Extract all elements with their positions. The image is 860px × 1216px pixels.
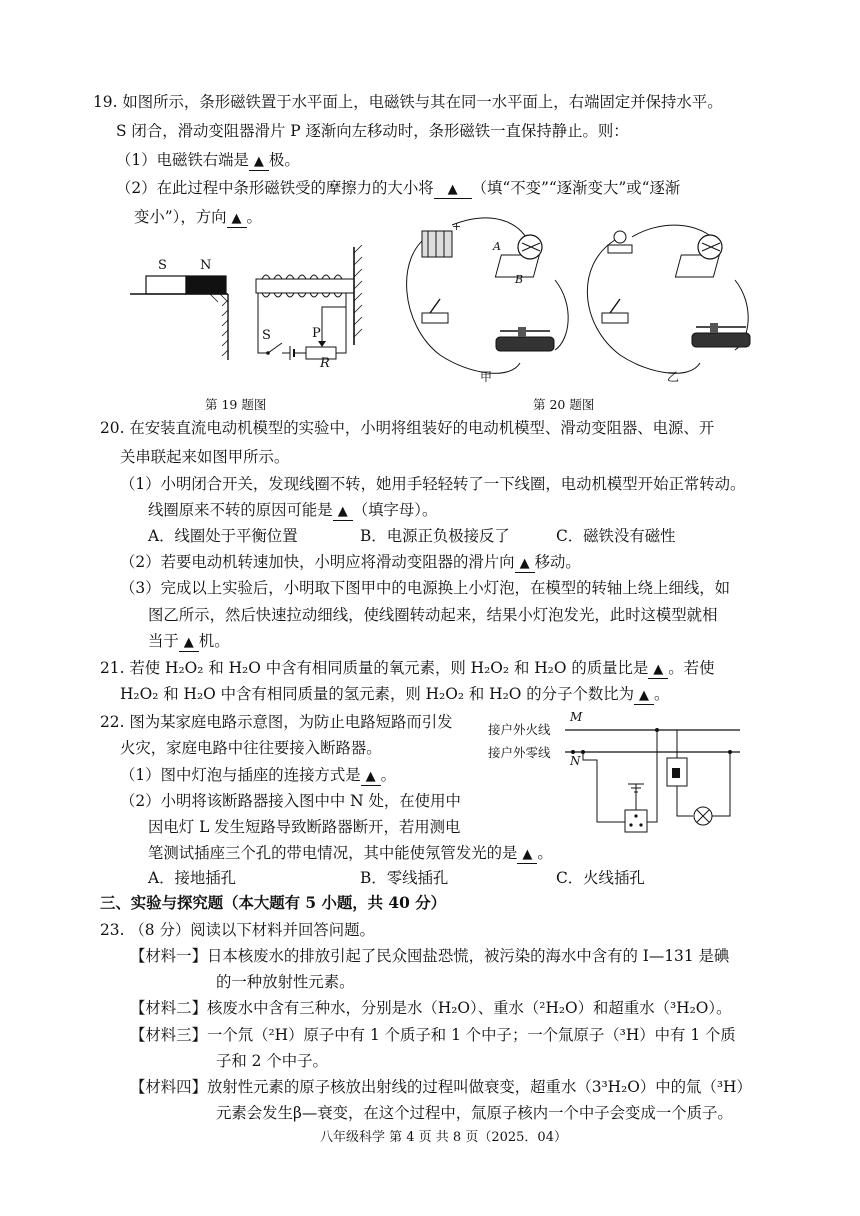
- q20-part3: （3）完成以上实验后，小明取下图甲中的电源换上小灯泡，在模型的转轴上绕上细线，如: [120, 579, 731, 597]
- answer-blank[interactable]: ▲: [179, 635, 199, 652]
- q21-line2: H₂O₂ 和 H₂O 中含有相同质量的氢元素，则 H₂O₂ 和 H₂O 的分子个数比为 ▲ 。: [120, 685, 670, 703]
- q20-option-a: A．线圈处于平衡位置: [148, 527, 298, 545]
- fig19-label-switch: S: [262, 328, 271, 343]
- fig19-label-p: P: [312, 326, 321, 341]
- q20-part2: （2）若要电动机转速加快，小明应将滑动变阻器的滑片向 ▲ 移动。: [120, 553, 581, 571]
- answer-blank[interactable]: ▲: [361, 769, 381, 786]
- page-footer: 八年级科学 第 4 页 共 8 页（2025．04）: [320, 1130, 567, 1145]
- q23-stem: 23. （8 分）阅读以下材料并回答问题。: [100, 921, 375, 939]
- fig19-label-s: S: [158, 258, 167, 273]
- q20-part1-cont: 线圈原来不转的原因可能是 ▲ （填字母）。: [148, 501, 438, 519]
- fig20-label-plus: +: [452, 220, 462, 233]
- answer-blank[interactable]: ▲: [227, 211, 247, 228]
- q20-part1: （1）小明闭合开关，发现线圈不转，她用手轻轻转了一下线圈，电动机模型开始正常转动。: [120, 475, 746, 493]
- figure-20-motor-circuits: [400, 215, 775, 385]
- q22-option-b: B．零线插孔: [360, 869, 449, 887]
- fig20-label-jia: 甲: [480, 370, 493, 384]
- fig20-label-a: A: [493, 240, 501, 253]
- figure-19-magnet-circuit: [128, 245, 388, 375]
- q20-stem-line2: 关串联起来如图甲所示。: [120, 448, 290, 466]
- q22-option-a: A．接地插孔: [148, 869, 237, 887]
- q22-stem-line1: 22. 图为某家庭电路示意图，为防止电路短路而引发: [100, 713, 453, 731]
- q19-stem-line1: 19. 如图所示，条形磁铁置于水平面上，电磁铁与其在同一水平面上，右端固定并保持水平。: [93, 93, 723, 111]
- q22-part2-cont1: 因电灯 L 发生短路导致断路器断开，若用测电: [148, 818, 461, 836]
- answer-blank[interactable]: ▲: [517, 847, 537, 864]
- fig20-label-yi: 乙: [667, 370, 680, 384]
- answer-blank[interactable]: ▲: [648, 662, 668, 679]
- section-3-heading: 三、实验与探究题（本大题有 5 小题，共 40 分）: [100, 894, 446, 912]
- answer-blank[interactable]: ▲: [434, 182, 472, 199]
- fig20-label-b: B: [515, 273, 524, 286]
- fig22-label-live: 接户外火线: [488, 722, 551, 737]
- q22-part2-cont2: 笔测试插座三个孔的带电情况，其中能使氖管发光的是 ▲ 。: [148, 844, 553, 862]
- q20-option-c: C．磁铁没有磁性: [556, 527, 676, 545]
- q20-part3-cont1: 图乙所示，然后快速拉动细线，使线圈转动起来，结果小灯泡发光，此时这模型就相: [148, 606, 718, 624]
- q22-stem-line2: 火灾，家庭电路中往往要接入断路器。: [120, 739, 382, 757]
- q21-line1: 21. 若使 H₂O₂ 和 H₂O 中含有相同质量的氧元素，则 H₂O₂ 和 H₂O 的质量比是 ▲ 。若使: [100, 659, 715, 677]
- q22-part2: （2）小明将该断路器接入图中中 N 处，在使用中: [120, 792, 461, 810]
- fig20-caption: 第 20 题图: [533, 397, 595, 412]
- q19-part2-cont: 变小”），方向 ▲ 。: [134, 208, 262, 226]
- q23-material4-cont: 元素会发生β—衰变，在这个过程中，氚原子核内一个中子会变成一个质子。: [216, 1104, 733, 1122]
- q19-part2: （2）在此过程中条形磁铁受的摩擦力的大小将 ▲ （填“不变”“逐渐变大”或“逐渐: [116, 179, 681, 197]
- q23-material3-cont: 子和 2 个中子。: [216, 1052, 328, 1070]
- q23-material1-cont: 的一种放射性元素。: [216, 973, 355, 991]
- q23-material1: 【材料一】日本核废水的排放引起了民众囤盐恐慌，被污染的海水中含有的 I—131 是碘: [130, 947, 730, 965]
- fig22-label-neutral: 接户外零线: [488, 745, 551, 760]
- answer-blank[interactable]: ▲: [333, 504, 353, 521]
- answer-blank[interactable]: ▲: [515, 556, 535, 573]
- fig19-label-r: R: [320, 356, 330, 371]
- q20-stem-line1: 20. 在安装直流电动机模型的实验中，小明将组装好的电动机模型、滑动变阻器、电源、开: [100, 419, 715, 437]
- fig19-label-n: N: [200, 258, 212, 273]
- q22-part1: （1）图中灯泡与插座的连接方式是 ▲ 。: [120, 766, 397, 784]
- answer-blank[interactable]: ▲: [634, 688, 654, 705]
- q19-part1: （1）电磁铁右端是 ▲ 极。: [116, 151, 300, 169]
- q20-part3-cont2: 当于 ▲ 机。: [148, 632, 230, 650]
- fig22-label-m: M: [570, 710, 583, 724]
- q23-material2: 【材料二】核废水中含有三种水，分别是水（H₂O）、重水（²H₂O）和超重水（³H₂O）。: [130, 999, 732, 1017]
- answer-blank[interactable]: ▲: [249, 154, 269, 171]
- q22-option-c: C．火线插孔: [556, 869, 645, 887]
- q23-material4: 【材料四】放射性元素的原子核放出射线的过程叫做衰变，超重水（3³H₂O）中的氚（³H）: [130, 1078, 752, 1096]
- q20-option-b: B．电源正负极接反了: [360, 527, 510, 545]
- q23-material3: 【材料三】一个氘（²H）原子中有 1 个质子和 1 个中子；一个氚原子（³H）中有 1 个质: [130, 1026, 736, 1044]
- q19-stem-line2: S 闭合，滑动变阻器滑片 P 逐渐向左移动时，条形磁铁一直保持静止。则：: [116, 122, 629, 140]
- fig22-label-n: N: [570, 754, 581, 768]
- fig19-caption: 第 19 题图: [205, 397, 267, 412]
